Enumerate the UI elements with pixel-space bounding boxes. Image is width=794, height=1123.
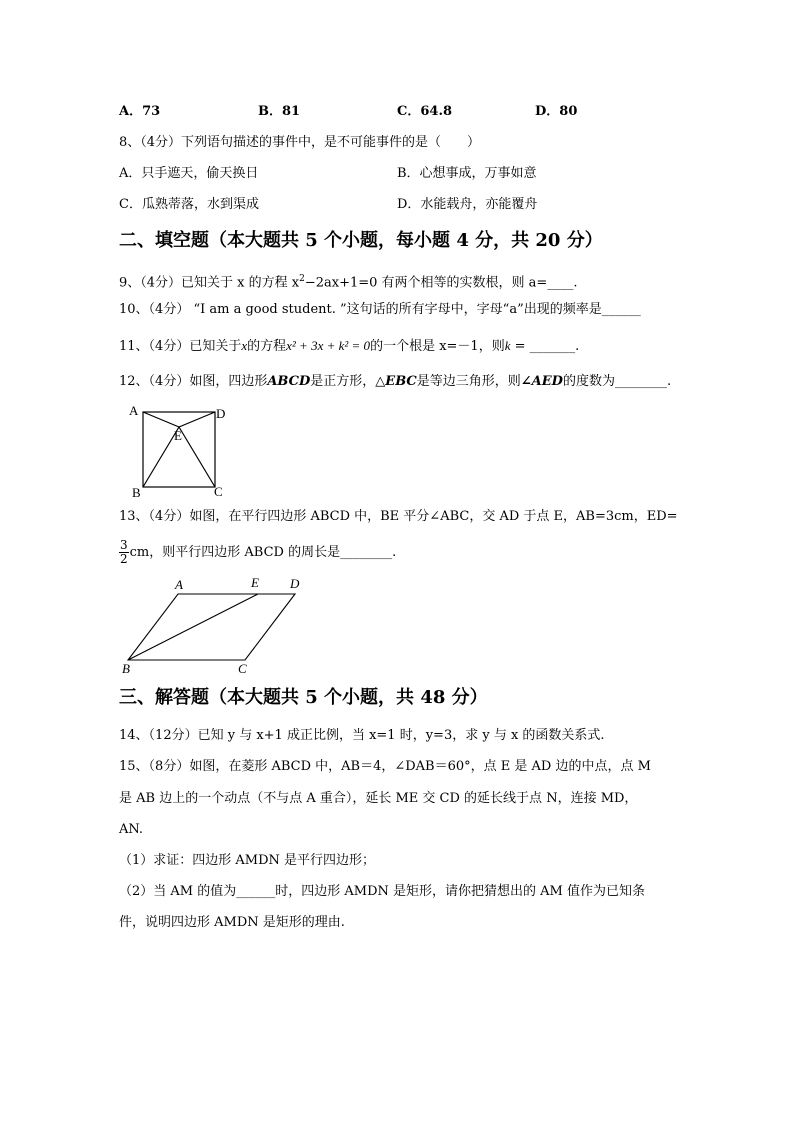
square-triangle-diagram <box>124 400 239 500</box>
q13-figure <box>118 574 318 682</box>
q15-line2: 是 AB 边上的一个动点（不与点 A 重合），延长 ME 交 CD 的延长线于点 N，连接 MD， <box>119 791 638 806</box>
q12-mid2: 是等边三角形，则 <box>416 374 521 389</box>
q11-mid2: 的一个根是 x=－1，则 <box>370 339 505 354</box>
q9-prefix: 9、（4分）已知关于 x 的方程 x <box>119 275 300 291</box>
q11-var-k: k <box>504 338 511 353</box>
q13-frac-num: 3 <box>120 538 128 552</box>
q15-line3: AN. <box>119 822 144 837</box>
segment-ce <box>179 427 215 487</box>
q12-suffix: 的度数为________. <box>562 374 672 389</box>
q12-text <box>119 373 671 391</box>
fig12-label-c: C <box>214 484 223 499</box>
q13-fraction <box>119 539 129 566</box>
fig12-label-b: B <box>132 485 141 500</box>
fig13-label-b: B <box>122 661 130 676</box>
segment-de <box>179 412 215 427</box>
parallelogram-abcd <box>128 594 295 660</box>
section-solve-heading: 三、解答题（本大题共 5 个小题，共 48 分） <box>119 687 488 708</box>
fig12-label-e: E <box>174 428 182 443</box>
q11-mid: 的方程 <box>247 339 287 354</box>
q7-option-b: B．81 <box>258 104 301 119</box>
q11-equation: x² + 3x + k² = 0 <box>286 338 371 353</box>
q11-prefix: 11、（4分）已知关于 <box>119 339 242 354</box>
q14-text: 14、（12分）已知 y 与 x+1 成正比例，当 x=1 时，y=3，求 y 与 x 的函数关系式. <box>119 728 605 743</box>
q8-option-d: D．水能载舟，亦能覆舟 <box>397 197 538 212</box>
segment-ae <box>143 412 179 427</box>
q12-aed: ∠AED <box>520 374 563 389</box>
q13-line1: 13、（4分）如图，在平行四边形 ABCD 中，BE 平分∠ABC，交 AD 于点 E，AB=3cm，ED= <box>119 509 678 524</box>
q15-part2-line1: （2）当 AM 的值为______时，四边形 AMDN 是矩形，请你把猜想出的 AM 值作为已知条 <box>119 884 645 899</box>
section-fill-in-heading: 二、填空题（本大题共 5 个小题，每小题 4 分，共 20 分） <box>119 230 603 251</box>
segment-be <box>128 594 258 660</box>
q7-option-c: C．64.8 <box>397 104 453 119</box>
q8-option-a: A．只手遮天，偷天换日 <box>119 166 259 181</box>
q12-prefix: 12、（4分）如图，四边形 <box>119 374 268 389</box>
fig13-label-c: C <box>238 661 247 676</box>
q13-frac-den: 2 <box>120 552 128 566</box>
q12-figure <box>124 400 239 504</box>
fig12-label-a: A <box>129 403 139 418</box>
q12-abcd: ABCD <box>267 374 311 389</box>
q10-text: 10、（4分） “I am a good student. ”这句话的所有字母中，字母“a”出现的频率是______ <box>119 302 641 317</box>
q8-option-b: B．心想事成，万事如意 <box>397 166 537 181</box>
q11-var-x: x <box>241 338 248 353</box>
q12-mid: 是正方形， <box>310 374 376 389</box>
q8-option-c: C．瓜熟蒂落，水到渠成 <box>119 197 259 212</box>
q8-stem: 8、（4分）下列语句描述的事件中，是不可能事件的是（ ） <box>119 135 481 150</box>
q15-line1: 15、（8分）如图，在菱形 ABCD 中，AB＝4，∠DAB＝60°，点 E 是 AD 边的中点，点 M <box>119 759 651 774</box>
fig12-label-d: D <box>216 406 226 421</box>
q11-suffix: = _______. <box>510 339 580 354</box>
parallelogram-diagram <box>118 574 318 678</box>
fig13-label-a: A <box>175 577 183 592</box>
q7-option-a: A．73 <box>119 104 161 119</box>
square-abcd <box>143 412 215 487</box>
fig13-label-e: E <box>251 575 259 590</box>
q9-suffix: −2ax+1=0 有两个相等的实数根，则 a=____. <box>304 275 578 291</box>
q9-superscript: 2 <box>299 274 305 284</box>
q13-line2: cm，则平行四边形 ABCD 的周长是________. <box>129 545 397 560</box>
q12-ebc: △EBC <box>375 374 417 389</box>
q13-line2-wrap <box>119 536 396 570</box>
q15-part2-line2: 件，说明四边形 AMDN 是矩形的理由. <box>119 915 345 930</box>
fig13-label-d: D <box>290 576 300 591</box>
q7-option-d: D．80 <box>535 104 578 119</box>
q11-text <box>119 337 579 356</box>
q15-part1: （1）求证：四边形 AMDN 是平行四边形； <box>119 853 376 868</box>
q9-text <box>119 270 577 292</box>
